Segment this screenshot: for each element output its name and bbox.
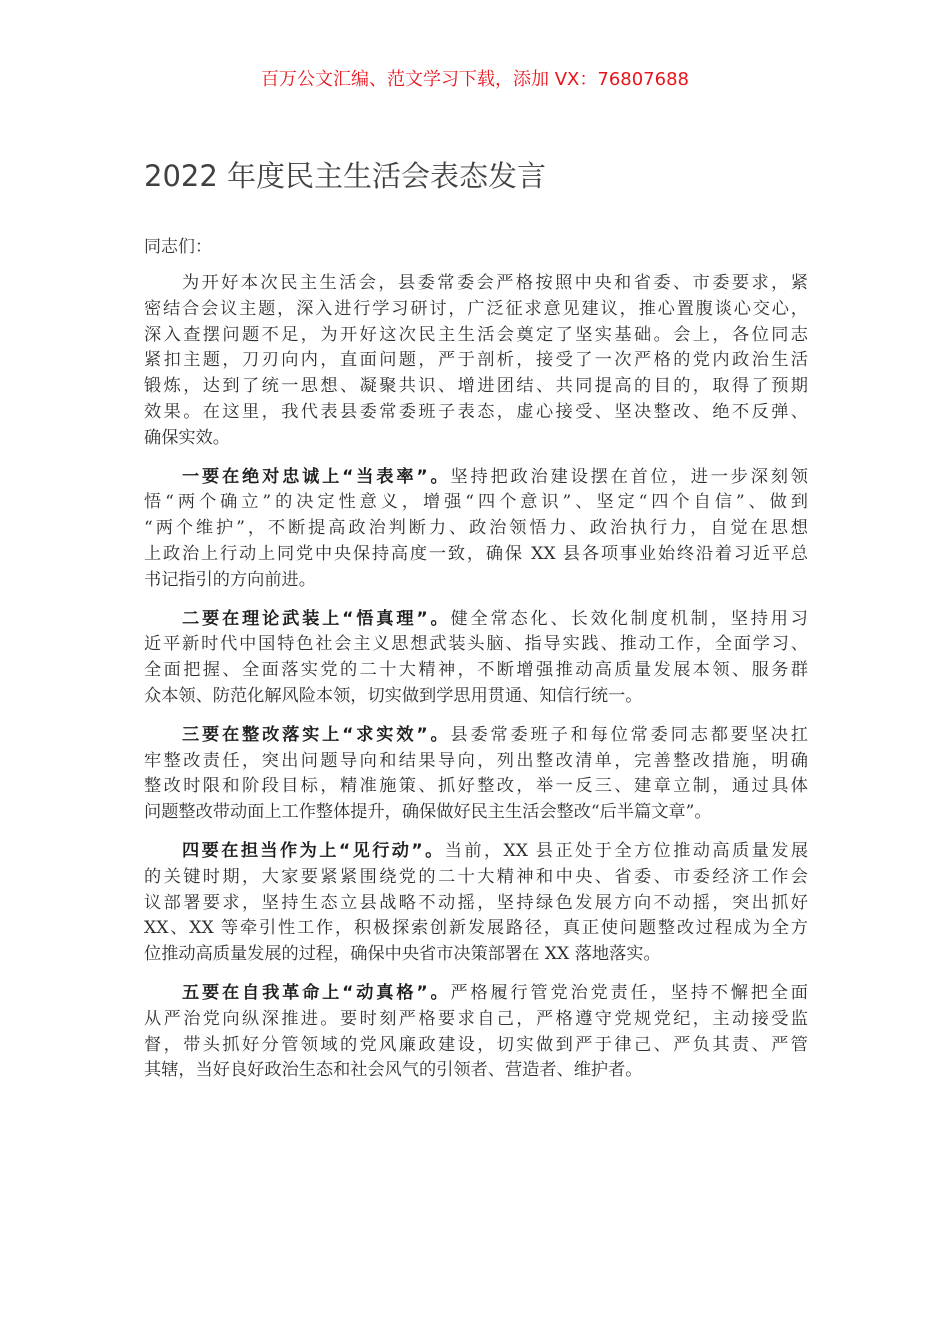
text-line: 紧扣主题，刀刃向内，直面问题，严于剖析，接受了一次严格的党内政治生活 — [144, 350, 808, 371]
paragraph-point-4 — [144, 839, 808, 968]
paragraph-point-3 — [144, 723, 808, 826]
text-line — [144, 839, 808, 865]
text-line: 悟“两个确立”的决定性意义，增强“四个意识”、坚定“四个自信”、做到 — [144, 492, 808, 513]
text-line: 效果。在这里，我代表县委常委班子表态，虚心接受、坚决整改、绝不反弹、 — [144, 401, 808, 422]
point-heading: 二要在理论武装上“悟真理”。 — [182, 608, 451, 629]
document-body — [144, 271, 808, 1097]
header-banner: 百万公文汇编、范文学习下载，添加 VX：76807688 — [261, 69, 689, 90]
text-line: 问题整改带动面上工作整体提升，确保做好民主生活会整改“后半篇文章”。 — [144, 802, 712, 823]
paragraph-point-5 — [144, 981, 808, 1084]
text-line: 近平新时代中国特色社会主义思想武装头脑、指导实践、推动工作，全面学习、 — [144, 634, 808, 655]
text-line: 位推动高质量发展的过程，确保中央省市决策部署在 XX 落地落实。 — [144, 944, 661, 965]
text-line: 锻炼，达到了统一思想、凝聚共识、增进团结、共同提高的目的，取得了预期 — [144, 376, 808, 397]
text-line: “两个维护”，不断提高政治判断力、政治领悟力、政治执行力，自觉在思想 — [144, 518, 808, 539]
text-line: 牢整改责任，突出问题导向和结果导向，列出整改清单，完善整改措施，明确 — [144, 750, 808, 771]
text-line: 众本领、防范化解风险本领，切实做到学思用贯通、知信行统一。 — [144, 685, 643, 706]
point-heading: 四要在担当作为上“见行动”。 — [182, 840, 445, 861]
text-line: 为开好本次民主生活会，县委常委会严格按照中央和省委、市委要求，紧 — [182, 273, 808, 293]
point-heading: 三要在整改落实上“求实效”。 — [182, 724, 451, 745]
point-heading: 五要在自我革命上“动真格”。 — [182, 982, 451, 1003]
paragraph-intro — [144, 271, 808, 452]
text-line: 上政治上行动上同党中央保持高度一致，确保 XX 县各项事业始终沿着习近平总 — [144, 543, 808, 564]
paragraph-point-2 — [144, 607, 808, 710]
text-line: 从严治党向纵深推进。要时刻严格要求自己，严格遵守党规党纪，主动接受监 — [144, 1008, 808, 1029]
point-heading: 一要在绝对忠诚上“当表率”。 — [182, 466, 451, 487]
text-line — [144, 465, 808, 491]
paragraph-point-1 — [144, 465, 808, 594]
point-text: 严格履行管党治党责任，坚持不懈把全面 — [450, 982, 808, 1003]
text-line: XX、XX 等牵引性工作，积极探索创新发展路径，真正使问题整改过程成为全方 — [144, 918, 808, 939]
text-line: 深入查摆问题不足，为开好这次民主生活会奠定了坚实基础。会上，各位同志 — [144, 324, 808, 345]
text-line: 密结合会议主题，深入进行学习研讨，广泛征求意见建议，推心置腹谈心交心， — [144, 298, 808, 319]
document-title: 2022 年度民主生活会表态发言 — [144, 159, 547, 193]
text-line: 确保实效。 — [144, 427, 230, 448]
point-text: 当前，XX 县正处于全方位推动高质量发展 — [444, 840, 809, 861]
text-line: 其辖，当好良好政治生态和社会风气的引领者、营造者、维护者。 — [144, 1060, 643, 1081]
point-text: 坚持把政治建设摆在首位，进一步深刻领 — [450, 466, 808, 487]
text-line: 整改时限和阶段目标，精准施策、抓好整改，举一反三、建章立制，通过具体 — [144, 776, 808, 797]
point-text: 健全常态化、长效化制度机制，坚持用习 — [450, 608, 808, 629]
text-line — [144, 981, 808, 1007]
text-line — [144, 723, 808, 749]
text-line: 议部署要求，坚持生态立县战略不动摇，坚持绿色发展方向不动摇，突出抓好 — [144, 892, 808, 913]
text-line: 的关键时期，大家要紧紧围绕党的二十大精神和中央、省委、市委经济工作会 — [144, 866, 808, 887]
salutation: 同志们： — [144, 237, 212, 257]
text-line: 书记指引的方向前进。 — [144, 569, 316, 590]
text-line: 全面把握、全面落实党的二十大精神，不断增强推动高质量发展本领、服务群 — [144, 660, 808, 681]
point-text: 县委常委班子和每位常委同志都要坚决扛 — [450, 724, 808, 745]
text-line: 督，带头抓好分管领域的党风廉政建设，切实做到严于律己、严负其责、严管 — [144, 1034, 808, 1055]
text-line — [144, 607, 808, 633]
